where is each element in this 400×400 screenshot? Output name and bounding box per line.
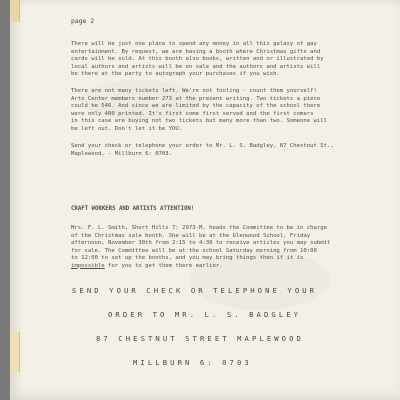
para1-line-2: entertainment. By request, we are having a booth where Christmas gifts and xyxy=(71,48,321,55)
footer-line-2: ORDER TO MR. L. S. BADGLEY xyxy=(108,310,302,319)
para4-line-1: Mrs. F. L. Smith, Short Hills 7: 2973-M, heads the Committee to be in charge xyxy=(71,225,327,231)
footer-line-1: SEND YOUR CHECK OR TELEPHONE YOUR xyxy=(72,286,318,295)
para2-line-5: in this case are buying not two tickets but many more than two. Someone will xyxy=(71,118,327,124)
para4-line-2: of the Christmas sale booth. She will be at the Glenwood School, Friday xyxy=(71,232,311,239)
paper-tab-middle xyxy=(10,332,20,372)
document-page xyxy=(10,0,400,400)
para4-line-6 xyxy=(71,263,223,270)
para4-line-4: for sale. The Committee will be at the school Saturday morning from 10:00 xyxy=(71,247,317,254)
section-heading: CRAFT WORKERS AND ARTISTS ATTENTION! xyxy=(71,206,195,212)
footer-line-3: 87 CHESTNUT STREET MAPLEWOOD xyxy=(96,334,304,343)
para3-line-2: Maplewood, - Millburn 6: 0703. xyxy=(71,150,173,157)
para4-line-6-rest: for you to get them there earlier. xyxy=(104,262,223,269)
para1-line-1: There will be just one place to spend any money in all this galaxy of gay xyxy=(71,41,317,47)
para4-line-3: afternoon, November 30th from 2:15 to 4:30 to receive articles you may submit xyxy=(71,240,331,246)
para4-line-5: to 12:00 to set up the booths, and you may bring things then if it is xyxy=(71,255,304,261)
para2-line-4: were only 400 printed. It's first come first served and the first comers xyxy=(71,110,314,117)
para2-line-2: Arts Center members number 273 at the present writing. Two tickets a piece xyxy=(71,95,321,102)
para1-line-4: local authors and artists will be on sale and the authors and artists will xyxy=(71,63,321,70)
para1-line-3: cards will be sold. At this booth also books, written and or illustrated by xyxy=(71,56,324,62)
emphasized-word: impossible xyxy=(71,262,105,269)
para2-line-1: There are not many tickets left. We're not fooling - count them yourself! xyxy=(71,88,317,94)
para1-line-5: be there at the party to autograph your purchases if you wish. xyxy=(71,71,280,77)
para2-line-6: be left out. Don't let it be YOU. xyxy=(71,125,183,132)
page-label: page 2 xyxy=(71,17,95,25)
paper-tab-top xyxy=(10,0,20,22)
footer-line-4: MILLBURN 6: 0703 xyxy=(133,358,252,367)
para3-line-1: Send your check or telephone your order to Mr. L. S. Badgley, 87 Chestnut St., xyxy=(71,143,334,149)
para2-line-3: could be 546. And since we are limited by the capacity of the school there xyxy=(71,103,321,109)
